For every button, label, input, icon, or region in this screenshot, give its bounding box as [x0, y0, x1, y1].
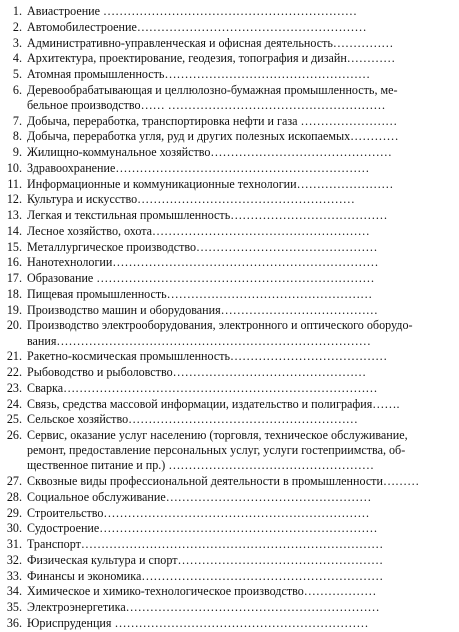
item-number: 23.: [6, 380, 22, 395]
item-text: [27, 428, 459, 473]
list-item: [0, 224, 459, 239]
industry-list: [0, 4, 459, 632]
list-item: [0, 83, 459, 113]
item-text: Архитектура, проектирование, геодезия, топография и дизайн…………: [27, 51, 396, 66]
list-item: [0, 553, 459, 568]
list-item: [0, 428, 459, 473]
item-number: 2.: [12, 19, 22, 34]
list-item: [0, 365, 459, 380]
item-text: Образование ……………………………………………………………: [27, 271, 375, 286]
item-number: 26.: [6, 428, 22, 443]
item-text: Металлургическое производство………………………………………: [27, 239, 378, 254]
list-item: [0, 240, 459, 255]
item-number: 19.: [6, 302, 22, 317]
list-item: [0, 569, 459, 584]
item-number: 16.: [6, 255, 22, 270]
item-number: 14.: [6, 223, 22, 238]
item-text: Административно-управленческая и офисная деятельность……………: [27, 35, 394, 50]
item-text: Сквозные виды профессиональной деятельности в промышленности………: [27, 474, 420, 489]
list-item: [0, 506, 459, 521]
item-number: 22.: [6, 365, 22, 380]
item-number: 30.: [6, 521, 22, 536]
list-item: [0, 36, 459, 51]
list-item: [0, 161, 459, 176]
item-text: Добыча, переработка, транспортировка нефти и газа ……………………: [27, 113, 398, 128]
item-number: 10.: [6, 160, 22, 175]
item-number: 35.: [6, 600, 22, 615]
item-text: Информационные и коммуникационные технологии……………………: [27, 176, 394, 191]
item-text: Ракетно-космическая промышленность…………………………………: [27, 349, 388, 364]
item-number: 5.: [12, 67, 22, 81]
item-text: Производство машин и оборудования…………………………………: [27, 302, 378, 317]
item-number: 27.: [6, 474, 22, 489]
list-item: [0, 51, 459, 66]
item-number: 32.: [6, 552, 22, 567]
list-item: [0, 114, 459, 129]
item-text: Пищевая промышленность……………………………………………: [27, 286, 373, 301]
item-text: Легкая и текстильная промышленность…………………………………: [27, 208, 388, 223]
item-text: Финансы и экономика……………………………………………………: [27, 568, 384, 583]
item-text-line: Сервис, оказание услуг населению (торговля, техническое обслуживание,: [27, 428, 408, 443]
item-text: Физическая культура и спорт……………………………………………: [27, 552, 384, 567]
item-number: 21.: [6, 349, 22, 364]
item-text-line: вания……………………………………………………………………: [27, 333, 371, 348]
item-text: [27, 83, 459, 113]
item-number: 28.: [6, 489, 22, 504]
item-text: Строительство…………………………………………………………: [27, 505, 370, 520]
item-text-line: Производство электрооборудования, электронного и оптического оборудо-: [27, 318, 413, 333]
item-number: 34.: [6, 584, 22, 599]
item-text: Здравоохранение………………………………………………………: [27, 160, 370, 175]
item-text: Транспорт…………………………………………………………………: [27, 537, 384, 552]
item-number: 8.: [12, 129, 22, 144]
item-text: Сельское хозяйство…………………………………………………: [27, 412, 358, 427]
item-text-line: щественное питание и пр.) ……………………………………………: [27, 458, 374, 473]
list-item: [0, 303, 459, 318]
item-number: 15.: [6, 239, 22, 254]
item-text-line: Деревообрабатывающая и целлюлозно-бумажная промышленность, ме-: [27, 82, 398, 97]
item-number: 31.: [6, 537, 22, 552]
item-number: 36.: [6, 615, 22, 630]
item-number: 3.: [12, 35, 22, 50]
item-text: Судостроение……………………………………………………………: [27, 521, 378, 536]
item-text: Химическое и химико-технологическое производство………………: [27, 584, 377, 599]
item-text: Юриспруденция ………………………………………………………: [27, 615, 369, 630]
item-number: 4.: [12, 51, 22, 66]
item-text: Авиастроение ………………………………………………………: [27, 4, 357, 18]
item-text: Жилищно-коммунальное хозяйство………………………………………: [27, 145, 392, 160]
list-item: [0, 20, 459, 35]
list-item: [0, 192, 459, 207]
item-text-line: ремонт, предоставление персональных услуг, услуги гостеприимства, об-: [27, 443, 406, 458]
item-number: 29.: [6, 505, 22, 520]
list-item: [0, 412, 459, 427]
item-number: 6.: [12, 82, 22, 97]
item-number: 18.: [6, 286, 22, 301]
item-number: 33.: [6, 568, 22, 583]
list-item: [0, 255, 459, 270]
list-item: [0, 287, 459, 302]
list-item: [0, 349, 459, 364]
item-text: Атомная промышленность……………………………………………: [27, 67, 371, 81]
item-number: 11.: [7, 176, 22, 191]
list-item: [0, 616, 459, 631]
list-item: [0, 521, 459, 536]
list-item: [0, 145, 459, 160]
list-item: [0, 208, 459, 223]
list-item: [0, 381, 459, 396]
list-item: [0, 67, 459, 82]
list-item: [0, 537, 459, 552]
item-number: 9.: [12, 145, 22, 160]
item-number: 13.: [6, 208, 22, 223]
list-item: [0, 397, 459, 412]
item-text: [27, 318, 459, 348]
item-number: 24.: [6, 396, 22, 411]
item-number: 25.: [6, 412, 22, 427]
list-item: [0, 271, 459, 286]
list-item: [0, 177, 459, 192]
list-item: [0, 600, 459, 615]
item-number: 1.: [12, 4, 22, 18]
item-text: Социальное обслуживание……………………………………………: [27, 489, 372, 504]
item-text: Электроэнергетика………………………………………………………: [27, 600, 380, 615]
item-text: Рыбоводство и рыболовство…………………………………………: [27, 365, 367, 380]
item-number: 12.: [6, 192, 22, 207]
item-text: Нанотехнологии…………………………………………………………: [27, 255, 379, 270]
item-text: Сварка……………………………………………………………………: [27, 380, 378, 395]
item-text: Связь, средства массовой информации, издательство и полиграфия…….: [27, 396, 400, 411]
item-text: Автомобилестроение…………………………………………………: [27, 19, 367, 34]
item-number: 20.: [6, 318, 22, 333]
item-number: 17.: [6, 271, 22, 286]
list-item: [0, 318, 459, 348]
item-text-line: бельное производство…… ………………………………………………: [27, 97, 386, 112]
item-number: 7.: [12, 113, 22, 128]
item-text: Добыча, переработка угля, руд и других полезных ископаемых…………: [27, 129, 399, 144]
list-item: [0, 584, 459, 599]
list-item: [0, 474, 459, 489]
list-item: [0, 4, 459, 19]
item-text: Культура и искусство………………………………………………: [27, 192, 355, 207]
item-text: Лесное хозяйство, охота………………………………………………: [27, 223, 370, 238]
list-item: [0, 490, 459, 505]
list-item: [0, 129, 459, 144]
